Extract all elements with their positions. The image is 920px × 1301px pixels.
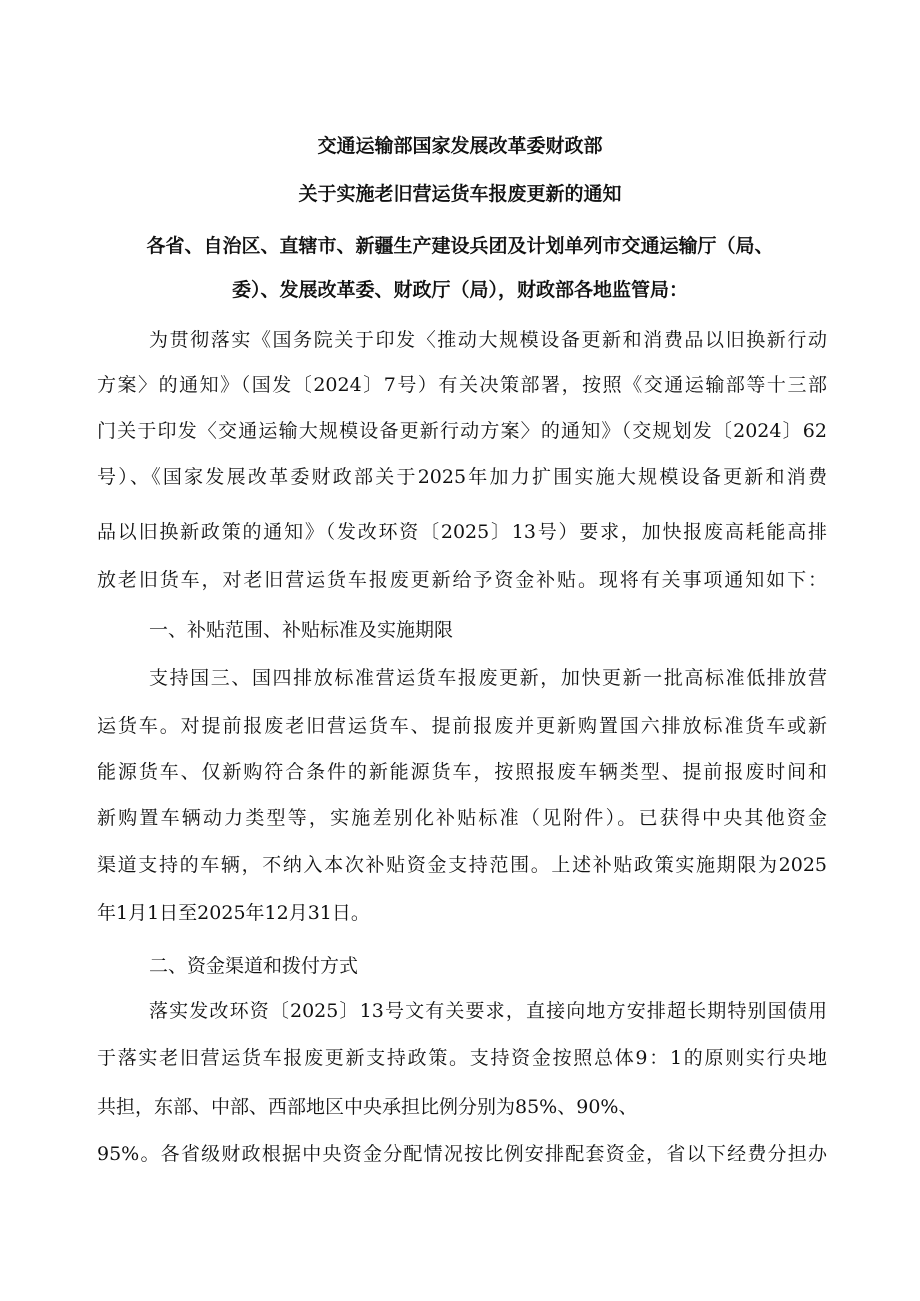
section-1-heading: 一、补贴范围、补贴标准及实施期限 (149, 619, 454, 641)
addressee-line-1: 各省、自治区、直辖市、新疆生产建设兵团及计划单列市交通运输厅（局、 (146, 235, 774, 257)
paragraph-3-line-1: 落实发改环资〔2025〕13号文有关要求，直接向地方安排超长期特别国债用 (149, 1000, 827, 1022)
paragraph-2-line-1: 支持国三、国四排放标准营运货车报废更新，加快更新一批高标准低排放营 (149, 667, 827, 689)
paragraph-2-line-3: 能源货车、仅新购符合条件的新能源货车，按照报废车辆类型、提前报废时间和 (97, 761, 827, 783)
paragraph-1-line-4: 号）、《国家发展改革委财政部关于2025年加力扩围实施大规模设备更新和消费 (97, 466, 827, 488)
paragraph-1-line-6: 放老旧货车，对老旧营运货车报废更新给予资金补贴。现将有关事项通知如下： (97, 569, 827, 591)
paragraph-3-line-3: 共担，东部、中部、西部地区中央承担比例分别为85%、90%、 (97, 1096, 638, 1118)
paragraph-2-line-2: 运货车。对提前报废老旧营运货车、提前报废并更新购置国六排放标准货车或新 (97, 715, 827, 737)
paragraph-3-line-2: 于落实老旧营运货车报废更新支持政策。支持资金按照总体9：1的原则实行央地 (97, 1047, 827, 1069)
paragraph-1-line-1: 为贯彻落实《国务院关于印发〈推动大规模设备更新和消费品以旧换新行动 (149, 329, 827, 351)
document-title-line-1: 交通运输部国家发展改革委财政部 (317, 135, 603, 157)
paragraph-2-line-4: 新购置车辆动力类型等，实施差别化补贴标准（见附件）。已获得中央其他资金 (97, 807, 827, 829)
paragraph-3-line-4: 95%。各省级财政根据中央资金分配情况按比例安排配套资金，省以下经费分担办 (97, 1143, 827, 1165)
addressee-line-2: 委）、发展改革委、财政厅（局），财政部各地监管局： (231, 279, 688, 301)
paragraph-2-line-5: 渠道支持的车辆，不纳入本次补贴资金支持范围。上述补贴政策实施期限为2025 (97, 854, 827, 876)
section-2-heading: 二、资金渠道和拨付方式 (149, 955, 359, 977)
paragraph-1-line-5: 品以旧换新政策的通知》（发改环资〔2025〕13号）要求，加快报废高耗能高排 (97, 521, 827, 543)
paragraph-2-line-6: 年1月1日至2025年12月31日。 (97, 902, 370, 924)
paragraph-1-line-2: 方案〉的通知》（国发〔2024〕7号）有关决策部署，按照《交通运输部等十三部 (97, 374, 827, 396)
paragraph-1-line-3: 门关于印发〈交通运输大规模设备更新行动方案〉的通知》（交规划发〔2024〕62 (97, 420, 827, 442)
document-title-line-2: 关于实施老旧营运货车报废更新的通知 (298, 183, 622, 205)
